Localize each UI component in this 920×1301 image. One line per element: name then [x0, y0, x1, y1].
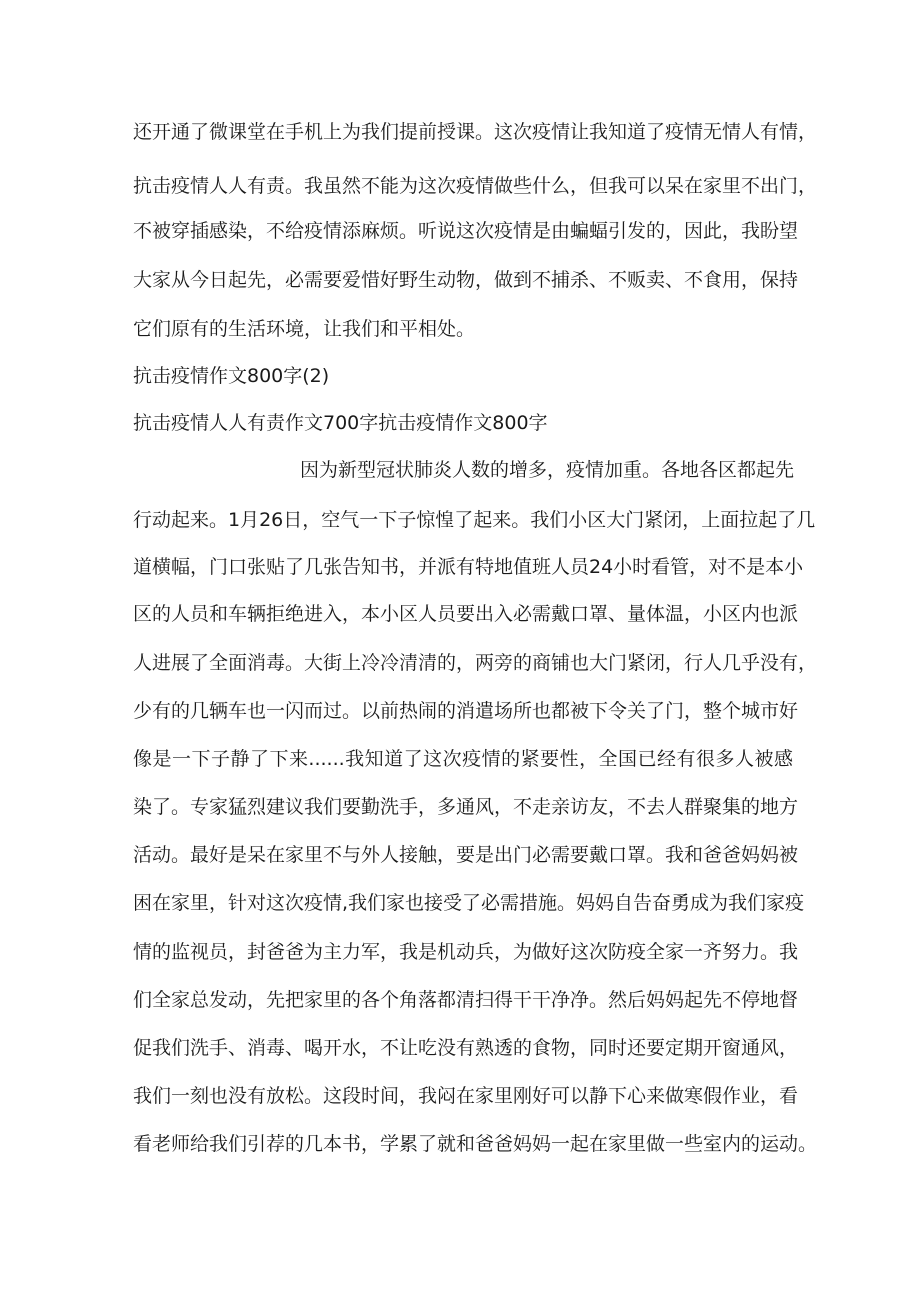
paragraph-1-line: 大家从今日起先，必需要爱惜好野生动物，做到不捕杀、不贩卖、不食用，保持 — [133, 269, 799, 291]
paragraph-2-line: 我们一刻也没有放松。这段时间，我闷在家里刚好可以静下心来做寒假作业，看 — [133, 1085, 799, 1107]
paragraph-2-line: 行动起来。1月26日，空气一下子惊惶了起来。我们小区大门紧闭，上面拉起了几 — [133, 509, 816, 531]
paragraph-2-line: 像是一下子静了下来......我知道了这次疫情的紧要性，全国已经有很多人被感 — [133, 748, 793, 770]
paragraph-2-line: 人进展了全面消毒。大街上冷冷清清的，两旁的商铺也大门紧闭，行人几乎没有， — [133, 652, 818, 674]
paragraph-1-line: 它们原有的生活环境，让我们和平相处。 — [133, 318, 476, 340]
paragraph-2-line: 活动。最好是呆在家里不与外人接触，要是出门必需要戴口罩。我和爸爸妈妈被 — [133, 844, 799, 866]
paragraph-1-line: 抗击疫情人人有责。我虽然不能为这次疫情做些什么，但我可以呆在家里不出门， — [133, 175, 818, 197]
paragraph-1-line: 不被穿插感染，不给疫情添麻烦。听说这次疫情是由蝙蝠引发的，因此，我盼望 — [133, 220, 799, 242]
paragraph-2-line: 因为新型冠状肺炎人数的增多，疫情加重。各地各区都起先 — [300, 459, 795, 481]
paragraph-2-line: 看老师给我们引荐的几本书，学累了就和爸爸妈妈一起在家里做一些室内的运动。 — [133, 1133, 818, 1155]
paragraph-2-line: 困在家里，针对这次疫情,我们家也接受了必需措施。妈妈自告奋勇成为我们家疫 — [133, 892, 805, 914]
paragraph-2-line: 染了。专家猛烈建议我们要勤洗手，多通风，不走亲访友，不去人群聚集的地方 — [133, 796, 799, 818]
paragraph-2-line: 促我们洗手、消毒、喝开水，不让吃没有熟透的食物，同时还要定期开窗通风， — [133, 1037, 799, 1059]
section-heading: 抗击疫情作文800字(2) — [133, 365, 330, 387]
paragraph-1-line: 还开通了微课堂在手机上为我们提前授课。这次疫情让我知道了疫情无情人有情， — [133, 121, 818, 143]
paragraph-2-line: 少有的几辆车也一闪而过。以前热闹的消遣场所也都被下令关了门，整个城市好 — [133, 700, 799, 722]
paragraph-2-line: 区的人员和车辆拒绝进入，本小区人员要出入必需戴口罩、量体温，小区内也派 — [133, 603, 799, 625]
paragraph-2-line: 们全家总发动，先把家里的各个角落都清扫得干干净净。然后妈妈起先不停地督 — [133, 989, 799, 1011]
paragraph-2-line: 道横幅，门口张贴了几张告知书，并派有特地值班人员24小时看管，对不是本小 — [133, 556, 804, 578]
paragraph-2-line: 情的监视员，封爸爸为主力军，我是机动兵，为做好这次防疫全家一齐努力。我 — [133, 941, 799, 963]
section-subheading: 抗击疫情人人有责作文700字抗击疫情作文800字 — [133, 412, 548, 434]
